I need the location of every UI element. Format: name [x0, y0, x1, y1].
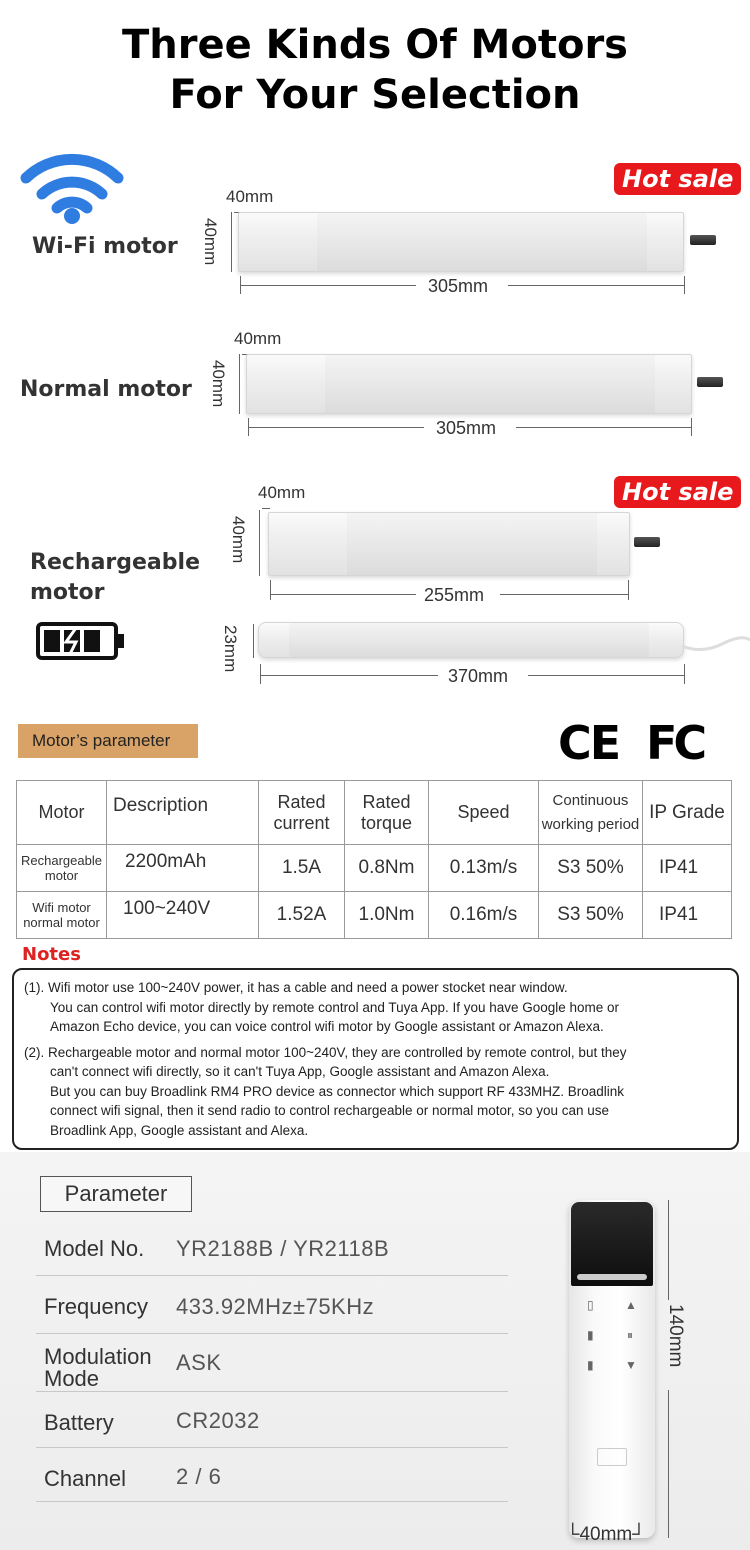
motor2-height-dim: 40mm — [209, 360, 228, 408]
dim-line — [248, 427, 424, 428]
dim-line — [528, 675, 684, 676]
dim-line — [628, 580, 629, 600]
motor3-height-dim: 40mm — [229, 516, 248, 564]
motor2-width-dim: 40mm — [234, 329, 282, 348]
cell-torque: 0.8Nm — [345, 845, 429, 892]
dim-line — [668, 1390, 669, 1538]
notes-box — [12, 968, 739, 1150]
dim-line — [260, 675, 438, 676]
motor3-length-dim: 255mm — [424, 585, 485, 605]
cable-image — [682, 634, 750, 660]
normal-motor-label: Normal motor — [20, 377, 192, 402]
cell-speed: 0.13m/s — [429, 845, 539, 892]
motor2-length-dim: 305mm — [436, 418, 497, 438]
ce-mark: CE — [558, 716, 620, 770]
remote-height-dim: 140mm — [665, 1304, 686, 1368]
param-row-battery — [36, 1392, 508, 1448]
remote-stop-button: ▮ ⏸ — [587, 1328, 634, 1342]
param-row-frequency — [36, 1276, 508, 1334]
cell-current: 1.52A — [259, 892, 345, 939]
dim-line — [270, 594, 416, 595]
note-2: (2). Rechargeable motor and normal motor 100~240V, they are controlled by remote control, but they can't connect wifi directly, so it can't Tuya App, Google assistant and Amazon Alexa. But you can buy Broadlink RM4 PRO device as connector which support RF 433MHZ. Broadlink connect wifi signal, then it send radio to control rechargeable or normal motor, so you can use Broadlink App, Google assistant and Alexa. — [24, 1044, 627, 1138]
parameter-title: Parameter — [40, 1176, 192, 1212]
battery-icon — [36, 622, 128, 660]
cell-ip: IP41 — [643, 845, 732, 892]
motor-plug — [634, 537, 660, 547]
hot-sale-badge: Hot sale — [614, 476, 741, 508]
dim-line — [668, 1200, 669, 1300]
param-row-modulation — [36, 1334, 508, 1392]
table-row — [17, 845, 732, 892]
battery-pack-image — [258, 622, 684, 658]
dim-tick — [262, 508, 270, 509]
notes-title: Notes — [22, 944, 81, 965]
param-value: ASK — [176, 1350, 222, 1375]
hot-sale-badge: Hot sale — [614, 163, 741, 195]
param-key: Battery — [44, 1410, 114, 1435]
rechargeable-motor-label-line1: Rechargeable — [30, 550, 200, 575]
dim-line — [231, 212, 232, 272]
header-rated-current: Rated current — [259, 781, 345, 845]
header-motor: Motor — [17, 781, 107, 845]
cell-motor: Wifi motor normal motor — [17, 892, 107, 939]
table-header-row — [17, 781, 732, 845]
motor-parameter-tag: Motor’s parameter — [18, 724, 198, 758]
dim-line — [516, 427, 692, 428]
remote-down-button: ▮ ▼ — [587, 1358, 637, 1372]
remote-screen — [571, 1202, 653, 1286]
param-value: YR2188B / YR2118B — [176, 1236, 390, 1261]
motor-plug — [697, 377, 723, 387]
cell-ip: IP41 — [643, 892, 732, 939]
param-key: Model No. — [44, 1236, 145, 1261]
dim-line — [240, 285, 416, 286]
cell-speed: 0.16m/s — [429, 892, 539, 939]
param-key: Modulation Mode — [44, 1344, 152, 1391]
wifi-icon — [20, 148, 124, 228]
cell-period: S3 50% — [539, 845, 643, 892]
param-row-model — [36, 1220, 508, 1276]
rechargeable-motor-label-line2: motor — [30, 580, 105, 605]
motor3-width-dim: 40mm — [258, 483, 306, 502]
dim-line — [253, 624, 254, 658]
dim-line — [684, 276, 685, 294]
param-key: Channel — [44, 1466, 126, 1491]
page-title-line2: For Your Selection — [169, 72, 581, 118]
motor-spec-table — [16, 780, 732, 939]
header-rated-torque: Rated torque — [345, 781, 429, 845]
param-value: 2 / 6 — [176, 1464, 222, 1489]
remote-width-dim: └40mm┘ — [566, 1524, 646, 1545]
battery-height-dim: 23mm — [221, 625, 240, 673]
dim-line — [500, 594, 628, 595]
wifi-motor-label: Wi-Fi motor — [32, 234, 178, 259]
rechargeable-motor-image — [268, 512, 630, 576]
cell-period: S3 50% — [539, 892, 643, 939]
battery-length-dim: 370mm — [448, 666, 509, 686]
normal-motor-image — [246, 354, 692, 414]
wifi-motor-image — [238, 212, 684, 272]
cell-description: 100~240V — [107, 892, 259, 939]
motor1-width-dim: 40mm — [226, 187, 274, 206]
cell-torque: 1.0Nm — [345, 892, 429, 939]
cell-current: 1.5A — [259, 845, 345, 892]
motor1-height-dim: 40mm — [201, 218, 220, 266]
dim-line — [260, 664, 261, 684]
table-row — [17, 892, 732, 939]
param-row-channel — [36, 1448, 508, 1502]
header-description: Description — [107, 781, 259, 845]
dim-line — [270, 580, 271, 600]
param-key: Frequency — [44, 1294, 148, 1319]
motor-plug — [690, 235, 716, 245]
dim-line — [239, 354, 240, 414]
dim-line — [259, 510, 260, 576]
header-speed: Speed — [429, 781, 539, 845]
dim-line — [684, 664, 685, 684]
remote-logo — [597, 1448, 627, 1466]
note-1: (1). Wifi motor use 100~240V power, it has a cable and need a power stocket near window. You can control wifi motor directly by remote control and Tuya App. If you have Google home or Amazon Echo device, you can voice control wifi motor by Google assistant or Amazon Alexa. — [24, 980, 620, 1034]
param-value: 433.92MHz±75KHz — [176, 1294, 375, 1319]
header-continuous-period: Continuous working period — [539, 781, 643, 845]
page-title-line1: Three Kinds Of Motors — [122, 22, 628, 68]
cell-description: 2200mAh — [107, 845, 259, 892]
cell-motor: Rechargeable motor — [17, 845, 107, 892]
motor1-length-dim: 305mm — [428, 276, 489, 296]
header-ip-grade: IP Grade — [643, 781, 732, 845]
remote-up-button: ▯ ▲ — [587, 1298, 637, 1312]
fcc-mark: FC — [646, 716, 704, 770]
dim-line — [508, 285, 684, 286]
param-value: CR2032 — [176, 1408, 260, 1433]
remote-control-image — [569, 1200, 655, 1538]
